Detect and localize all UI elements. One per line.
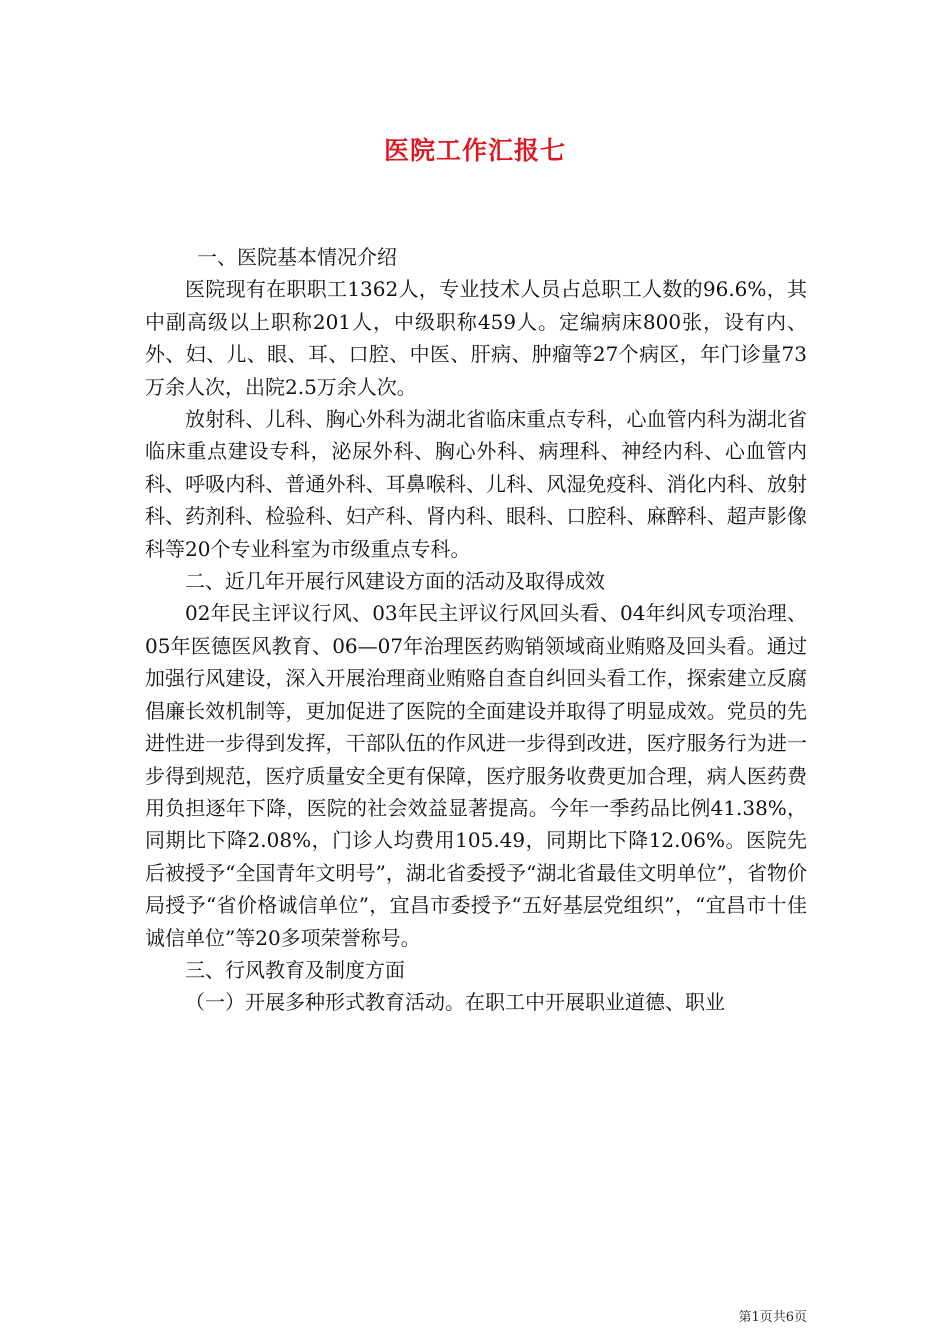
page-number-footer: 第1页共6页: [738, 1310, 807, 1325]
section-heading-2: 二、近几年开展行风建设方面的活动及取得成效: [185, 569, 605, 594]
paragraph-staff-overview: 医院现有在职职工1362人，专业技术人员占总职工人数的96.6%，其中副高级以上职称201人，中级职称459人。定编病床800张，设有内、外、妇、儿、眼、耳、口腔、中医、肝病、肿瘤等27个病区，年门诊量73万余人次，出院2.5万余人次。: [145, 277, 807, 399]
section-heading-3: 三、行风教育及制度方面: [185, 957, 405, 982]
paragraph-education-activities: （一）开展多种形式教育活动。在职工中开展职业道德、职业: [185, 990, 725, 1015]
section-heading-1: 一、医院基本情况介绍: [197, 245, 397, 269]
paragraph-achievements: 02年民主评议行风、03年民主评议行风回头看、04年纠风专项治理、05年医德医风教育、06—07年治理医药购销领域商业贿赂及回头看。通过加强行风建设，深入开展治理商业贿赂自查自纠回头看工作，探索建立反腐倡廉长效机制等，更加促进了医院的全面建设并取得了明显成效。党员的先进性进一步得到发挥，干部队伍的作风进一步得到改进，医疗服务行为进一步得到规范，医疗质量安全更有保障，医疗服务收费更加合理，病人医药费用负担逐年下降，医院的社会效益显著提高。今年一季药品比例41.38%，同期比下降2.08%，门诊人均费用105.49，同期比下降12.06%。医院先后被授予“全国青年文明号”，湖北省委授予“湖北省最佳文明单位”，省物价局授予“省价格诚信单位”，宜昌市委授予“五好基层党组织”，“宜昌市十佳诚信单位”等20多项荣誉称号。: [145, 601, 807, 950]
document-body: [145, 241, 807, 1019]
document-title: 医院工作汇报七: [383, 136, 566, 165]
paragraph-key-specialties: 放射科、儿科、胸心外科为湖北省临床重点专科，心血管内科为湖北省临床重点建设专科，泌尿外科、胸心外科、病理科、神经内科、心血管内科、呼吸内科、普通外科、耳鼻喉科、儿科、风湿免疫科、消化内科、放射科、药剂科、检验科、妇产科、肾内科、眼科、口腔科、麻醉科、超声影像科等20个专业科室为市级重点专科。: [145, 407, 807, 561]
